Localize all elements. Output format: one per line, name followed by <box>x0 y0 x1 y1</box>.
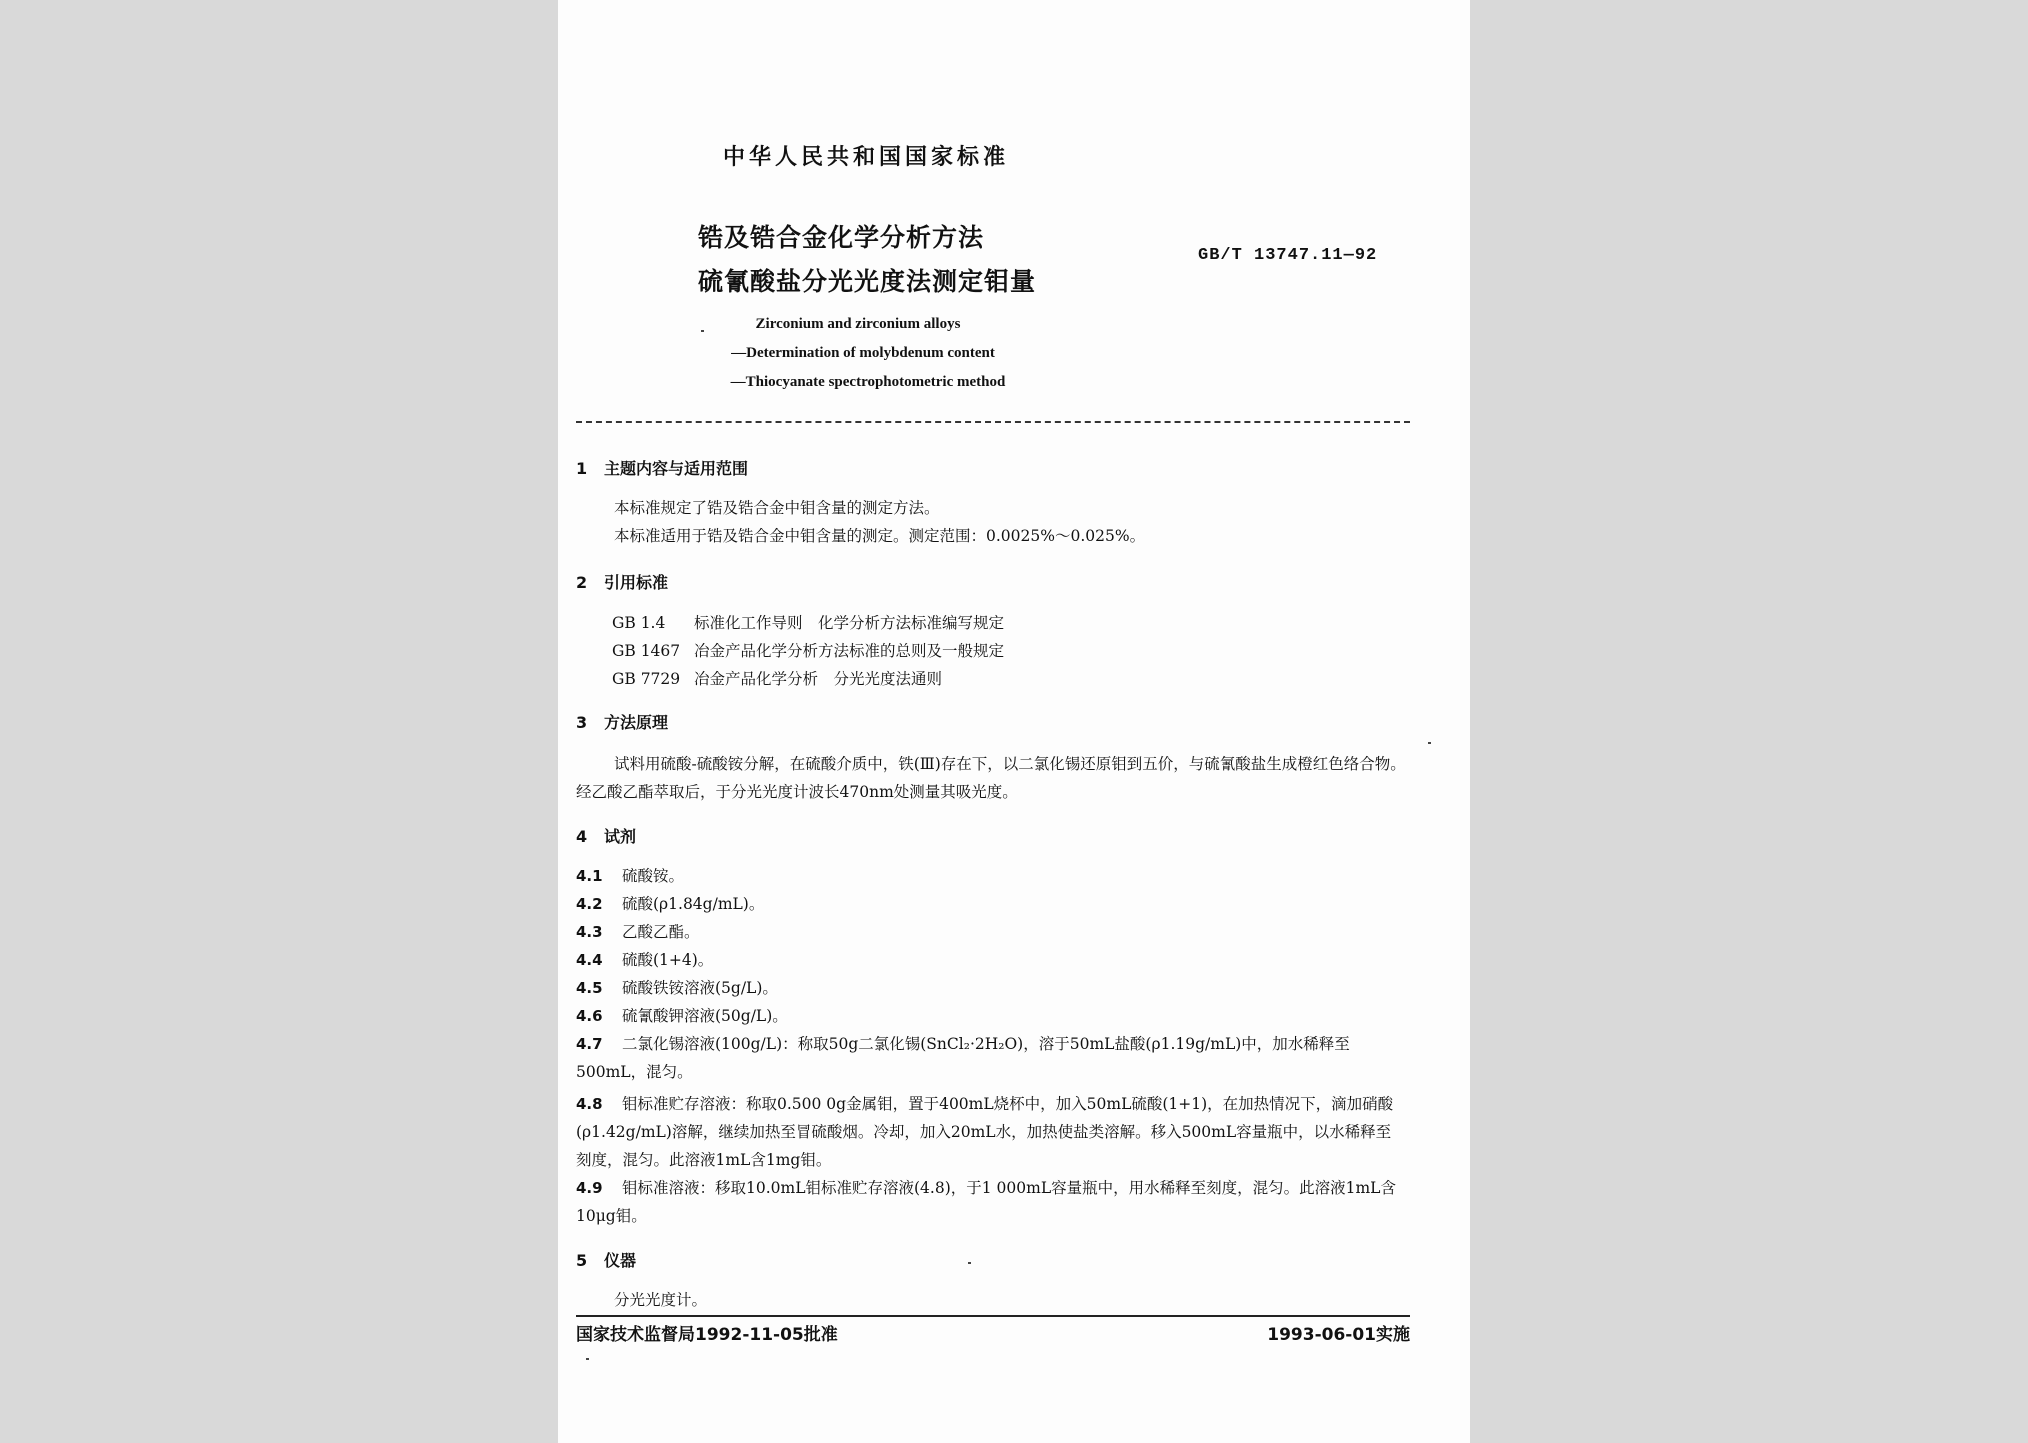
section-number: 3 <box>576 713 588 732</box>
reagent-text: 硫酸铵。 <box>622 867 685 885</box>
scan-speck <box>586 1358 589 1360</box>
national-standard-heading: 中华人民共和国国家标准 <box>723 145 1010 170</box>
reagent-item <box>576 918 1406 946</box>
reagent-number: 4.2 <box>576 895 603 913</box>
reagent-text: 硫氰酸钾溶液(50g/L)。 <box>622 1007 788 1025</box>
title-cn-line1: 锆及锆合金化学分析方法 <box>698 223 985 252</box>
reagent-number: 4.7 <box>576 1035 603 1053</box>
reagent-number: 4.1 <box>576 867 603 885</box>
section-5-paragraph: 分光光度计。 <box>614 1291 708 1309</box>
section-1-paragraph-1: 本标准规定了锆及锆合金中钼含量的测定方法。 <box>614 499 940 517</box>
reagent-item <box>576 974 1406 1002</box>
section-1-heading <box>576 456 748 479</box>
approval-date: 国家技术监督局1992-11-05批准 <box>576 1325 838 1345</box>
reference-item <box>612 611 1004 633</box>
title-en-line3: —Thiocyanate spectrophotometric method <box>730 374 1006 390</box>
reference-item <box>612 667 942 689</box>
reagent-text: 硫酸(ρ1.84g/mL)。 <box>622 895 765 913</box>
section-2-heading <box>576 570 668 593</box>
title-en-line2: —Determination of molybdenum content <box>731 345 995 361</box>
reference-code: GB 1467 <box>612 642 681 660</box>
section-number: 4 <box>576 827 588 846</box>
scan-speck <box>968 1262 971 1264</box>
reagent-item <box>576 1090 1406 1174</box>
title-cn-line2: 硫氰酸盐分光光度法测定钼量 <box>698 267 1037 296</box>
reagent-number: 4.4 <box>576 951 603 969</box>
section-1-paragraph-2: 本标准适用于锆及锆合金中钼含量的测定。测定范围：0.0025%～0.025%。 <box>614 527 1146 545</box>
reagent-text: 钼标准贮存溶液：称取0.500 0g金属钼，置于400mL烧杯中，加入50mL硫酸(1+1)，在加热情况下，滴加硝酸(ρ1.42g/mL)溶解，继续加热至冒硫酸烟。冷却，加入20mL水，加热使盐类溶解。移入500mL容量瓶中，以水稀释至刻度，混匀。此溶液1mL含1mg钼。 <box>576 1095 1394 1169</box>
reagent-text: 乙酸乙酯。 <box>622 923 700 941</box>
reagent-text: 硫酸铁铵溶液(5g/L)。 <box>622 979 778 997</box>
title-en-line1: Zirconium and zirconium alloys <box>755 316 961 332</box>
reagent-item <box>576 862 1406 890</box>
section-number: 2 <box>576 573 588 592</box>
section-3-paragraph: 试料用硫酸-硫酸铵分解，在硫酸介质中，铁(Ⅲ)存在下，以二氯化锡还原钼到五价，与硫氰酸盐生成橙红色络合物。经乙酸乙酯萃取后，于分光光度计波长470nm处测量其吸光度。 <box>576 755 1406 801</box>
section-title: 方法原理 <box>604 713 669 732</box>
section-title: 仪器 <box>604 1251 637 1270</box>
reagent-number: 4.8 <box>576 1095 603 1113</box>
reagent-number: 4.3 <box>576 923 603 941</box>
reference-name: 标准化工作导则 化学分析方法标准编写规定 <box>694 614 1005 632</box>
implementation-date: 1993-06-01实施 <box>1267 1325 1410 1345</box>
reference-item <box>612 639 1004 661</box>
section-title: 引用标准 <box>604 573 669 592</box>
reference-code: GB 7729 <box>612 670 681 688</box>
reagent-text: 二氯化锡溶液(100g/L)：称取50g二氯化锡(SnCl₂·2H₂O)，溶于50mL盐酸(ρ1.19g/mL)中，加水稀释至500mL，混匀。 <box>576 1035 1350 1081</box>
reagent-number: 4.5 <box>576 979 603 997</box>
scan-speck <box>701 330 704 332</box>
reagent-item <box>576 890 1406 918</box>
reagent-item <box>576 946 1406 974</box>
reagent-item <box>576 1002 1406 1030</box>
document-page <box>558 0 1470 1443</box>
section-4-heading <box>576 824 636 847</box>
section-title: 试剂 <box>604 827 637 846</box>
footer-divider <box>576 1315 1410 1317</box>
reference-code: GB 1.4 <box>612 614 666 632</box>
reagent-number: 4.6 <box>576 1007 603 1025</box>
section-5-heading <box>576 1248 636 1271</box>
reference-name: 冶金产品化学分析 分光光度法通则 <box>694 670 943 688</box>
section-number: 5 <box>576 1251 588 1270</box>
section-3-heading <box>576 710 668 733</box>
reagent-item <box>576 1030 1406 1086</box>
reference-name: 冶金产品化学分析方法标准的总则及一般规定 <box>694 642 1005 660</box>
section-number: 1 <box>576 459 588 478</box>
reagent-text: 硫酸(1+4)。 <box>622 951 714 969</box>
scan-speck <box>1428 742 1431 744</box>
header-divider <box>576 421 1410 423</box>
reagent-text: 钼标准溶液：移取10.0mL钼标准贮存溶液(4.8)，于1 000mL容量瓶中，用水稀释至刻度，混匀。此溶液1mL含10μg钼。 <box>576 1179 1396 1225</box>
reagent-item <box>576 1174 1406 1230</box>
reagent-number: 4.9 <box>576 1179 603 1197</box>
standard-number: GB/T 13747.11—92 <box>1198 246 1378 265</box>
section-title: 主题内容与适用范围 <box>604 459 749 478</box>
